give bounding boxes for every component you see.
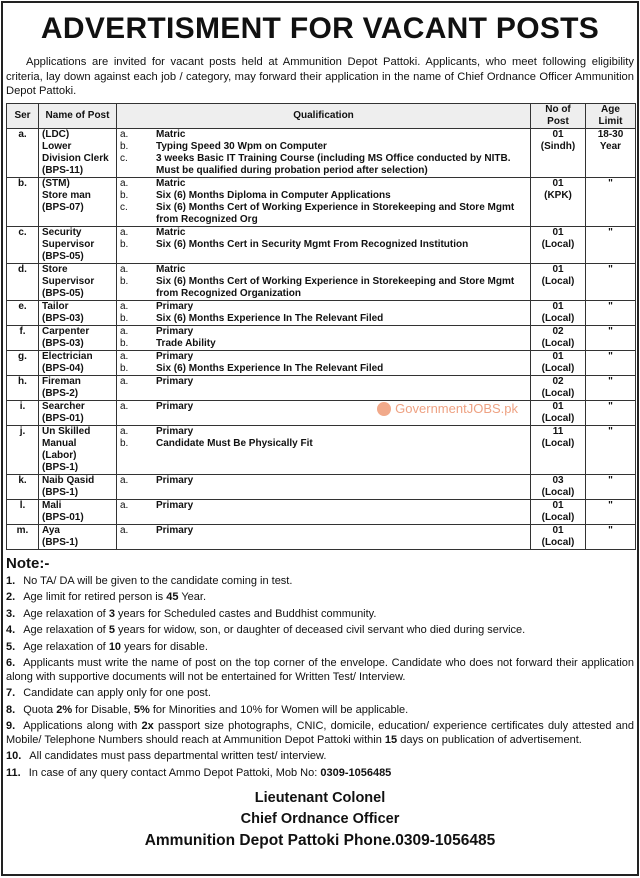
cell-no-of-post bbox=[531, 425, 586, 474]
post-count-line: 01 bbox=[552, 263, 564, 275]
note-item bbox=[6, 687, 634, 701]
watermark bbox=[377, 402, 518, 416]
note-text: Applicants must write the name of post on the top corner of the envelope. Candidate who does not forward their application along with supportive documents will not be entertained for Written Test/ Interview. bbox=[6, 657, 634, 683]
post-count-line: (Local) bbox=[541, 275, 575, 287]
header-no-of-post: No of Post bbox=[531, 103, 586, 128]
age-limit-line: " bbox=[608, 226, 613, 238]
note-text: Age relaxation of bbox=[23, 640, 109, 653]
qualification-text: Six (6) Months Cert in Security Mgmt From Recognized Institution bbox=[156, 238, 469, 250]
note-number: 11. bbox=[6, 766, 21, 779]
header-ser: Ser bbox=[7, 103, 39, 128]
post-name-line: Electrician bbox=[42, 350, 93, 362]
note-item bbox=[6, 575, 634, 589]
table-row bbox=[7, 425, 636, 474]
qualification-letter: b. bbox=[120, 189, 129, 201]
post-name-line: (BPS-01) bbox=[42, 412, 84, 424]
table-row bbox=[7, 325, 636, 350]
qualification-text: Matric bbox=[156, 128, 186, 140]
note-emphasis: 2% bbox=[56, 703, 73, 716]
qualification-item bbox=[120, 438, 527, 450]
post-name-line: Searcher bbox=[42, 400, 85, 412]
qualification-letter: a. bbox=[120, 350, 129, 362]
note-text: Age limit for retired person is bbox=[23, 591, 167, 603]
table-row bbox=[7, 226, 636, 263]
post-name-line: (BPS-05) bbox=[42, 287, 84, 299]
post-name-line: Un Skilled bbox=[42, 425, 91, 437]
header-age-limit: Age Limit bbox=[586, 103, 636, 128]
note-emphasis: 10 bbox=[108, 640, 122, 653]
cell-post-name bbox=[39, 325, 117, 350]
note-number: 5. bbox=[6, 640, 16, 653]
qualification-item bbox=[120, 227, 527, 239]
age-limit-line: " bbox=[608, 300, 613, 312]
note-text: days on publication of advertisement. bbox=[397, 733, 582, 746]
note-item bbox=[6, 767, 634, 781]
qualification-letter: a. bbox=[120, 263, 129, 275]
post-count-line: 01 bbox=[552, 524, 564, 536]
age-limit-line: " bbox=[608, 425, 613, 437]
post-name-line: (LDC) bbox=[42, 128, 70, 140]
qualification-item bbox=[120, 264, 527, 276]
signature-address: Ammunition Depot Pattoki Phone.0309-1056485 bbox=[144, 832, 496, 849]
qualification-letter: a. bbox=[120, 325, 129, 337]
cell-ser: l. bbox=[7, 499, 39, 524]
note-text: years for Scheduled castes and Buddhist community. bbox=[114, 607, 377, 620]
cell-no-of-post bbox=[531, 350, 586, 375]
note-item bbox=[6, 704, 634, 718]
post-count-line: 01 bbox=[552, 177, 564, 189]
age-limit-line: " bbox=[608, 474, 613, 486]
cell-ser: m. bbox=[7, 524, 39, 549]
cell-no-of-post bbox=[531, 400, 586, 425]
post-name-line: (Labor) bbox=[42, 449, 77, 461]
note-text: Age relaxation of bbox=[23, 624, 109, 636]
post-count-line: (Local) bbox=[541, 536, 575, 548]
cell-ser: i. bbox=[7, 400, 39, 425]
cell-age-limit bbox=[586, 300, 636, 325]
note-text: Year. bbox=[178, 591, 207, 603]
post-count-line: (Local) bbox=[541, 238, 575, 250]
table-row bbox=[7, 375, 636, 400]
cell-no-of-post bbox=[531, 128, 586, 177]
age-limit-line: " bbox=[608, 350, 613, 362]
cell-ser: e. bbox=[7, 300, 39, 325]
qualification-letter: c. bbox=[120, 152, 128, 164]
cell-no-of-post bbox=[531, 474, 586, 499]
qualification-letter: b. bbox=[120, 238, 129, 250]
cell-age-limit bbox=[586, 375, 636, 400]
note-text: for Disable, bbox=[72, 703, 134, 716]
cell-qualification bbox=[117, 128, 531, 177]
qualification-text: Candidate Must Be Physically Fit bbox=[156, 437, 313, 449]
note-emphasis: 5% bbox=[133, 703, 150, 716]
qualification-text: Primary bbox=[156, 400, 194, 412]
qualification-item bbox=[120, 190, 527, 202]
cell-qualification bbox=[117, 375, 531, 400]
note-item bbox=[6, 591, 634, 605]
signature-designation: Chief Ordnance Officer bbox=[240, 811, 400, 827]
qualification-item bbox=[120, 500, 527, 512]
qualification-text: Typing Speed 30 Wpm on Computer bbox=[156, 140, 327, 152]
watermark-logo-icon bbox=[377, 402, 391, 416]
cell-ser: b. bbox=[7, 177, 39, 226]
post-count-line: 01 bbox=[552, 350, 564, 362]
note-item bbox=[6, 608, 634, 622]
note-text: Age relaxation of bbox=[23, 607, 109, 620]
qualification-letter: b. bbox=[120, 140, 129, 152]
cell-age-limit bbox=[586, 499, 636, 524]
cell-ser: d. bbox=[7, 263, 39, 300]
post-name-line: Lower bbox=[42, 140, 72, 152]
qualification-text: Trade Ability bbox=[156, 337, 216, 349]
post-name-line: Store bbox=[42, 263, 68, 275]
table-row bbox=[7, 128, 636, 177]
cell-age-limit bbox=[586, 350, 636, 375]
cell-no-of-post bbox=[531, 375, 586, 400]
table-row bbox=[7, 499, 636, 524]
intro-paragraph: Applications are invited for vacant posts held at Ammunition Depot Pattoki. Applicants, who meet following eligibility criteria, lay down against each job / category, may forward their application in the name of Chief Ordnance Officer Ammunition Depot Pattoki. bbox=[6, 56, 634, 97]
note-number: 1. bbox=[6, 574, 16, 587]
post-name-line: Naib Qasid bbox=[42, 474, 95, 486]
header-name: Name of Post bbox=[39, 103, 117, 128]
page-border bbox=[1, 1, 639, 876]
signature-block bbox=[6, 788, 634, 851]
cell-no-of-post bbox=[531, 177, 586, 226]
qualification-letter: b. bbox=[120, 362, 129, 374]
note-text: years for disable. bbox=[121, 640, 208, 653]
cell-age-limit bbox=[586, 400, 636, 425]
post-count-line: (Local) bbox=[541, 511, 575, 523]
post-name-line: Supervisor bbox=[42, 275, 95, 287]
qualification-text: Six (6) Months Cert of Working Experience in Storekeeping and Store Mgmt from Recognized Organization bbox=[156, 275, 515, 299]
post-name-line: (BPS-11) bbox=[42, 164, 84, 176]
qualification-item bbox=[120, 525, 527, 537]
qualification-letter: a. bbox=[120, 300, 129, 312]
qualification-letter: b. bbox=[120, 337, 129, 349]
cell-qualification bbox=[117, 325, 531, 350]
post-name-line: Security bbox=[42, 226, 82, 238]
post-name-line: (BPS-03) bbox=[42, 337, 84, 349]
cell-age-limit bbox=[586, 226, 636, 263]
qualification-letter: b. bbox=[120, 312, 129, 324]
age-limit-line: " bbox=[608, 524, 613, 536]
cell-qualification bbox=[117, 400, 531, 425]
qualification-letter: c. bbox=[120, 201, 128, 213]
cell-age-limit bbox=[586, 263, 636, 300]
age-limit-line: " bbox=[608, 325, 613, 337]
page-title: ADVERTISMENT FOR VACANT POSTS bbox=[40, 12, 600, 45]
post-name-line: Tailor bbox=[42, 300, 69, 312]
cell-ser: h. bbox=[7, 375, 39, 400]
table-row bbox=[7, 524, 636, 549]
age-limit-line: " bbox=[608, 263, 613, 275]
cell-post-name bbox=[39, 300, 117, 325]
note-item bbox=[6, 641, 634, 655]
post-name-line: Fireman bbox=[42, 375, 81, 387]
signature-rank: Lieutenant Colonel bbox=[254, 790, 386, 806]
qualification-item bbox=[120, 376, 527, 388]
cell-ser: c. bbox=[7, 226, 39, 263]
vacancy-table bbox=[6, 103, 636, 550]
note-text: In case of any query contact Ammo Depot Pattoki, Mob No: bbox=[28, 766, 321, 779]
watermark-text: GovernmentJOBS.pk bbox=[395, 400, 518, 416]
table-row bbox=[7, 350, 636, 375]
qualification-letter: b. bbox=[120, 275, 129, 287]
notes-heading: Note:- bbox=[6, 554, 50, 572]
qualification-item bbox=[120, 178, 527, 190]
qualification-item bbox=[120, 313, 527, 325]
qualification-text: Primary bbox=[156, 350, 194, 362]
cell-post-name bbox=[39, 400, 117, 425]
note-number: 2. bbox=[6, 591, 16, 603]
post-name-line: Mali bbox=[42, 499, 62, 511]
cell-qualification bbox=[117, 350, 531, 375]
cell-no-of-post bbox=[531, 524, 586, 549]
note-number: 9. bbox=[6, 720, 16, 732]
qualification-letter: a. bbox=[120, 474, 129, 486]
qualification-text: Primary bbox=[156, 425, 194, 437]
post-count-line: (Sindh) bbox=[540, 140, 576, 152]
note-text: All candidates must pass departmental written test/ interview. bbox=[29, 750, 327, 762]
qualification-item bbox=[120, 239, 527, 251]
post-count-line: 01 bbox=[552, 128, 564, 140]
cell-post-name bbox=[39, 350, 117, 375]
notes-section bbox=[6, 555, 634, 781]
post-name-line: (BPS-1) bbox=[42, 536, 79, 548]
note-emphasis: 2x bbox=[141, 720, 154, 732]
note-text: Applications along with bbox=[23, 720, 142, 732]
qualification-item bbox=[120, 426, 527, 438]
qualification-text: Six (6) Months Experience In The Relevant Filed bbox=[156, 362, 384, 374]
note-text: No TA/ DA will be given to the candidate coming in test. bbox=[23, 574, 293, 587]
cell-post-name bbox=[39, 177, 117, 226]
qualification-item bbox=[120, 351, 527, 363]
note-number: 10. bbox=[6, 750, 22, 762]
note-number: 4. bbox=[6, 624, 16, 636]
table-row bbox=[7, 263, 636, 300]
age-limit-line: " bbox=[608, 375, 613, 387]
cell-qualification bbox=[117, 425, 531, 474]
table-row bbox=[7, 177, 636, 226]
post-name-line: (BPS-2) bbox=[42, 387, 79, 399]
cell-age-limit bbox=[586, 177, 636, 226]
cell-no-of-post bbox=[531, 263, 586, 300]
header-qualification: Qualification bbox=[117, 103, 531, 128]
qualification-text: 3 weeks Basic IT Training Course (including MS Office conducted by NITB. Must be qualified during probation period after selection) bbox=[156, 152, 511, 176]
post-count-line: 02 bbox=[552, 325, 564, 337]
table-row bbox=[7, 400, 636, 425]
cell-ser: g. bbox=[7, 350, 39, 375]
post-name-line: Store man bbox=[42, 189, 91, 201]
post-name-line: (BPS-01) bbox=[42, 511, 84, 523]
qualification-text: Matric bbox=[156, 177, 186, 189]
post-name-line: Division Clerk bbox=[42, 152, 109, 164]
cell-post-name bbox=[39, 226, 117, 263]
cell-age-limit bbox=[586, 325, 636, 350]
note-text: passport size photographs, CNIC, domicile, education/ experience certificates duly attested and Mobile/ Telephone Numbers should reach at Ammunition Depot Pattoki within bbox=[6, 720, 634, 746]
post-name-line: (BPS-07) bbox=[42, 201, 84, 213]
post-name-line: Aya bbox=[42, 524, 60, 536]
note-item bbox=[6, 750, 634, 764]
table-row bbox=[7, 300, 636, 325]
post-count-line: 01 bbox=[552, 499, 564, 511]
note-text: years for widow, son, or daughter of deceased civil servant who died during service. bbox=[114, 624, 526, 636]
age-limit-line: " bbox=[608, 499, 613, 511]
note-number: 6. bbox=[6, 657, 16, 669]
cell-no-of-post bbox=[531, 499, 586, 524]
post-count-line: 11 bbox=[552, 425, 564, 437]
qualification-text: Primary bbox=[156, 375, 194, 387]
note-item bbox=[6, 624, 634, 638]
cell-qualification bbox=[117, 300, 531, 325]
cell-no-of-post bbox=[531, 300, 586, 325]
qualification-item bbox=[120, 301, 527, 313]
qualification-text: Matric bbox=[156, 263, 186, 275]
post-count-line: (Local) bbox=[541, 486, 575, 498]
post-count-line: (Local) bbox=[541, 362, 575, 374]
qualification-letter: a. bbox=[120, 375, 129, 387]
note-emphasis: 5 bbox=[108, 624, 115, 636]
age-limit-line: " bbox=[608, 177, 613, 189]
note-text: for Minorities and 10% for Women will be applicable. bbox=[149, 703, 409, 716]
qualification-item bbox=[120, 276, 527, 300]
note-number: 3. bbox=[6, 607, 16, 620]
qualification-text: Primary bbox=[156, 474, 194, 486]
qualification-item bbox=[120, 338, 527, 350]
note-number: 7. bbox=[6, 687, 16, 699]
cell-no-of-post bbox=[531, 325, 586, 350]
qualification-text: Six (6) Months Diploma in Computer Applications bbox=[156, 189, 391, 201]
qualification-letter: a. bbox=[120, 128, 129, 140]
note-number: 8. bbox=[6, 703, 16, 716]
post-count-line: 02 bbox=[552, 375, 564, 387]
cell-post-name bbox=[39, 474, 117, 499]
post-name-line: Manual bbox=[42, 437, 77, 449]
note-emphasis: 0309-1056485 bbox=[320, 766, 392, 779]
post-name-line: Supervisor bbox=[42, 238, 95, 250]
table-row bbox=[7, 474, 636, 499]
qualification-text: Six (6) Months Cert of Working Experience in Storekeeping and Store Mgmt from Recognized Org bbox=[156, 201, 515, 225]
qualification-letter: a. bbox=[120, 425, 129, 437]
qualification-text: Primary bbox=[156, 524, 194, 536]
post-count-line: (KPK) bbox=[544, 189, 572, 201]
note-item bbox=[6, 657, 634, 684]
cell-age-limit bbox=[586, 425, 636, 474]
cell-qualification bbox=[117, 263, 531, 300]
note-text: Quota bbox=[23, 703, 57, 716]
note-emphasis: 45 bbox=[166, 591, 179, 603]
qualification-letter: b. bbox=[120, 437, 129, 449]
age-limit-line: Year bbox=[599, 140, 622, 152]
cell-post-name bbox=[39, 524, 117, 549]
qualification-item bbox=[120, 326, 527, 338]
post-count-line: (Local) bbox=[541, 337, 575, 349]
cell-qualification bbox=[117, 474, 531, 499]
cell-ser: k. bbox=[7, 474, 39, 499]
post-name-line: (STM) bbox=[42, 177, 70, 189]
cell-no-of-post bbox=[531, 226, 586, 263]
qualification-item bbox=[120, 202, 527, 226]
age-limit-line: " bbox=[608, 400, 613, 412]
note-emphasis: 3 bbox=[108, 607, 115, 620]
post-count-line: 01 bbox=[552, 400, 564, 412]
qualification-letter: a. bbox=[120, 524, 129, 536]
cell-qualification bbox=[117, 499, 531, 524]
cell-post-name bbox=[39, 128, 117, 177]
qualification-text: Primary bbox=[156, 300, 194, 312]
post-name-line: (BPS-05) bbox=[42, 250, 84, 262]
table-header bbox=[7, 103, 636, 128]
cell-ser: a. bbox=[7, 128, 39, 177]
cell-ser: j. bbox=[7, 425, 39, 474]
qualification-text: Six (6) Months Experience In The Relevant Filed bbox=[156, 312, 384, 324]
post-count-line: (Local) bbox=[541, 387, 575, 399]
cell-age-limit bbox=[586, 128, 636, 177]
qualification-letter: a. bbox=[120, 499, 129, 511]
qualification-letter: a. bbox=[120, 226, 129, 238]
post-count-line: 01 bbox=[552, 226, 564, 238]
qualification-item bbox=[120, 153, 527, 177]
cell-qualification bbox=[117, 226, 531, 263]
cell-qualification bbox=[117, 177, 531, 226]
cell-age-limit bbox=[586, 474, 636, 499]
post-name-line: (BPS-04) bbox=[42, 362, 84, 374]
qualification-text: Matric bbox=[156, 226, 186, 238]
post-count-line: (Local) bbox=[541, 412, 575, 424]
cell-qualification bbox=[117, 524, 531, 549]
qualification-item bbox=[120, 129, 527, 141]
cell-post-name bbox=[39, 375, 117, 400]
qualification-text: Primary bbox=[156, 325, 194, 337]
post-count-line: (Local) bbox=[541, 437, 575, 449]
post-name-line: Carpenter bbox=[42, 325, 90, 337]
qualification-letter: a. bbox=[120, 177, 129, 189]
cell-post-name bbox=[39, 499, 117, 524]
post-count-line: 03 bbox=[552, 474, 564, 486]
post-count-line: (Local) bbox=[541, 312, 575, 324]
cell-post-name bbox=[39, 263, 117, 300]
note-text: Candidate can apply only for one post. bbox=[23, 687, 211, 699]
post-name-line: (BPS-1) bbox=[42, 461, 79, 473]
cell-post-name bbox=[39, 425, 117, 474]
qualification-item bbox=[120, 363, 527, 375]
post-name-line: (BPS-1) bbox=[42, 486, 79, 498]
post-count-line: 01 bbox=[552, 300, 564, 312]
age-limit-line: 18-30 bbox=[597, 128, 624, 140]
post-name-line: (BPS-03) bbox=[42, 312, 84, 324]
cell-ser: f. bbox=[7, 325, 39, 350]
qualification-text: Primary bbox=[156, 499, 194, 511]
qualification-letter: a. bbox=[120, 400, 129, 412]
qualification-item bbox=[120, 475, 527, 487]
note-item bbox=[6, 720, 634, 747]
note-emphasis: 15 bbox=[384, 733, 398, 746]
qualification-item bbox=[120, 141, 527, 153]
cell-age-limit bbox=[586, 524, 636, 549]
